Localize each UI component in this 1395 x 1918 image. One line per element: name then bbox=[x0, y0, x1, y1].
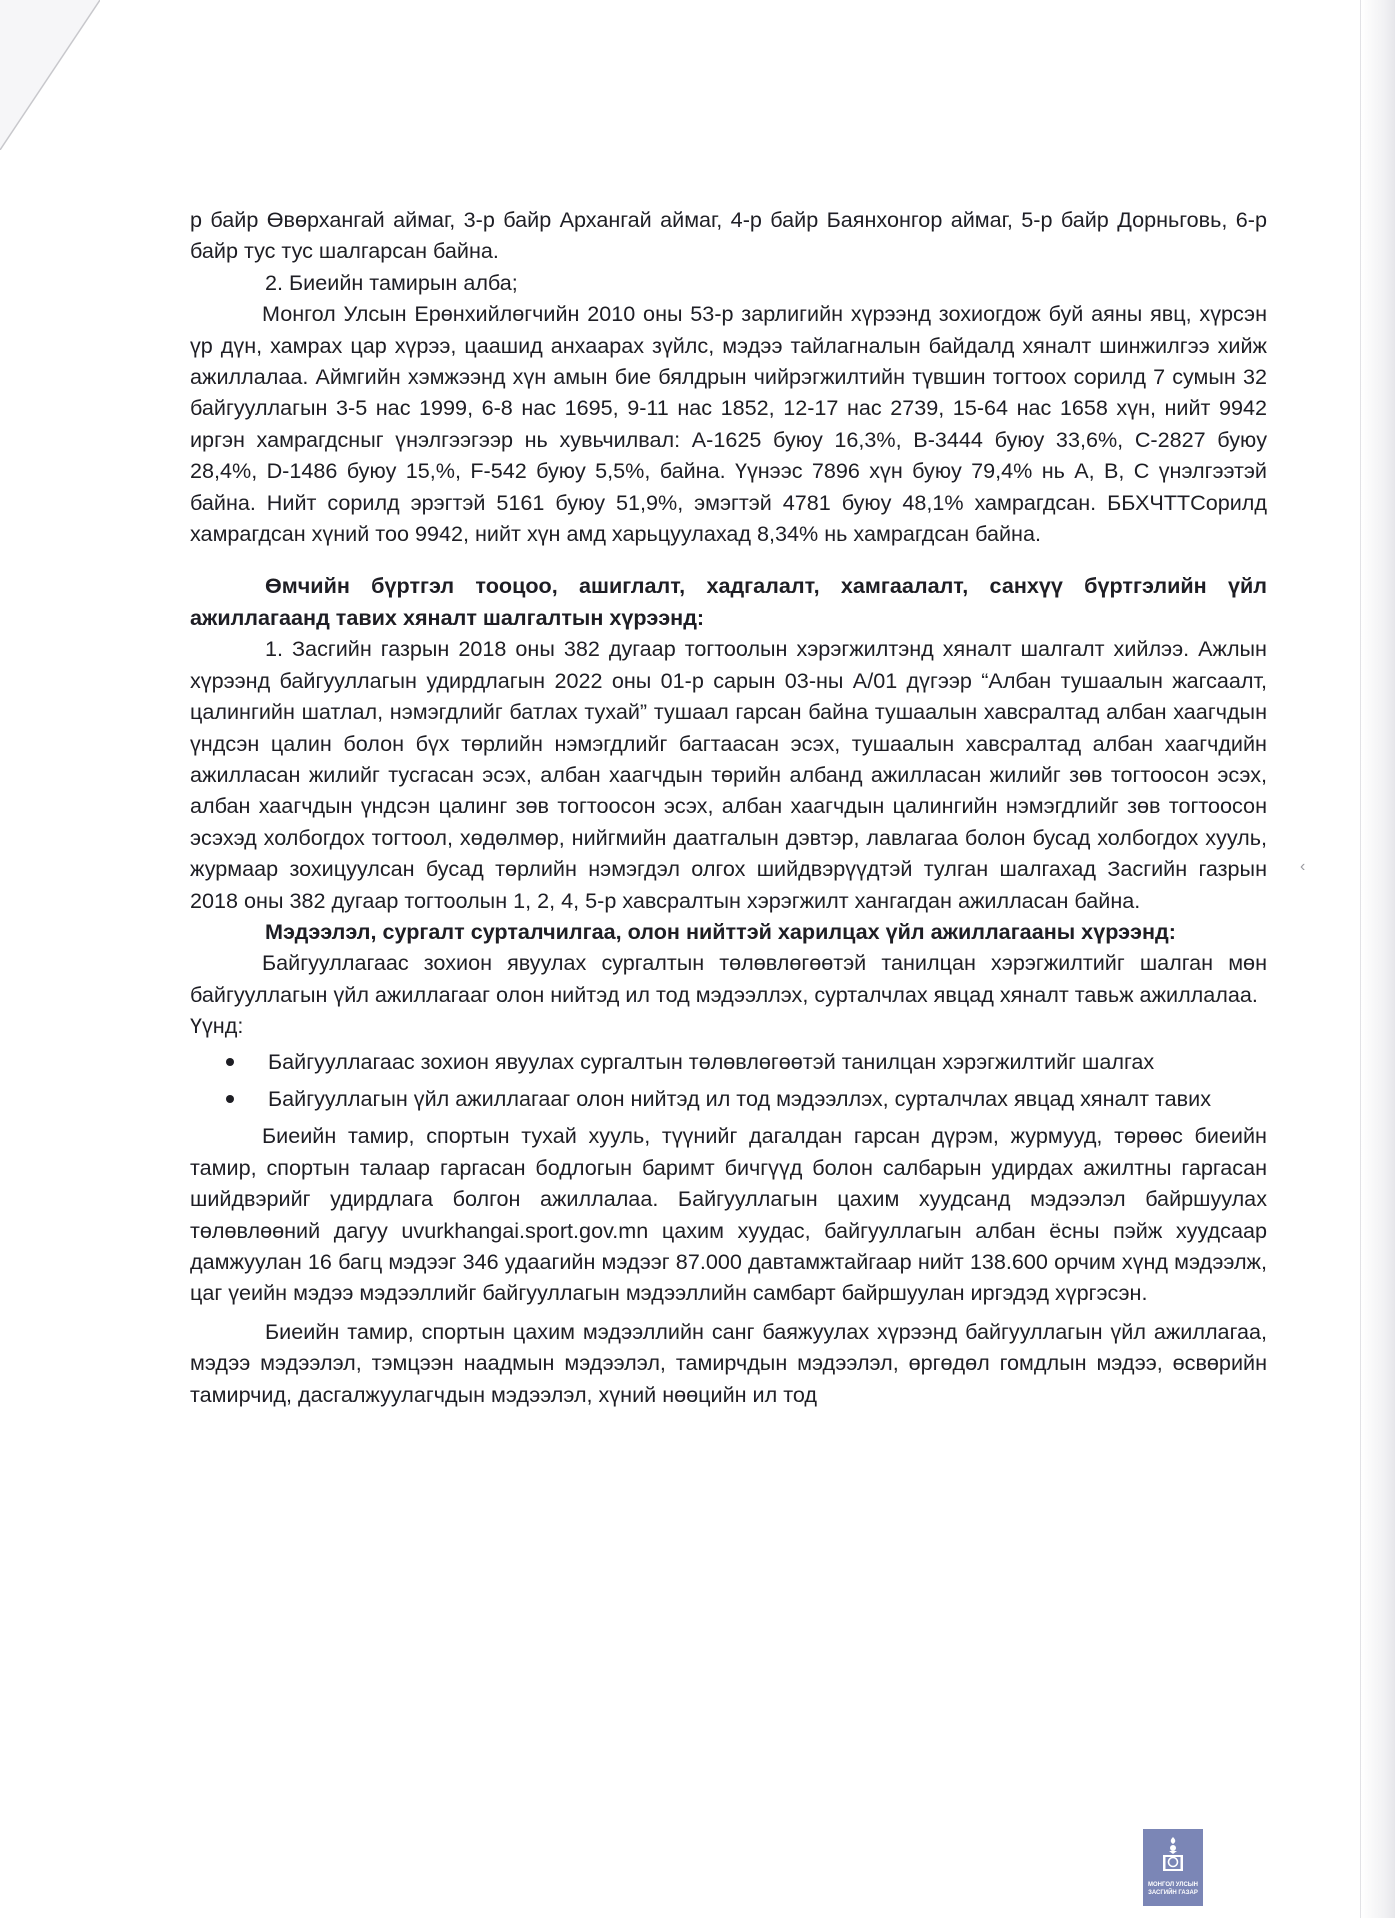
bullet-icon bbox=[226, 1095, 234, 1103]
bullet-list bbox=[190, 1046, 1267, 1115]
page-edge-shadow bbox=[1361, 0, 1395, 1918]
list-item-text: Байгууллагаас зохион явуулах сургалтын төлөвлөгөөтэй танилцан хэрэгжилтийг шалгах bbox=[268, 1048, 1155, 1074]
bullet-icon bbox=[226, 1058, 234, 1066]
list-item bbox=[190, 1046, 1267, 1077]
soyombo-emblem-icon bbox=[1160, 1836, 1186, 1874]
paragraph-database: Биеийн тамир, спортын цахим мэдээллийн санг баяжуулах хүрээнд байгууллагын үйл ажиллагаа, мэдээ мэдээлэл, тэмцээн наадмын мэдээлэл, тамирчдын мэдээлэл, өргөдөл гомдлын мэдээ, өсвөрийн тамирчид, дасгалжуулагчдын мэдээлэл, хүний нөөцийн ил тод bbox=[190, 1318, 1267, 1407]
list-item-text: Байгууллагын үйл ажиллагааг олон нийтэд ил тод мэдээллэх, сурталчлах явцад хяналт тавих bbox=[268, 1085, 1212, 1111]
paragraph-media: Биеийн тамир, спортын тухай хууль, түүнийг дагалдан гарсан дүрэм, журмууд, төрөөс биеийн тамир, спортын талаар гаргасан бодлогын баримт бичгүүд болон салбарын удирдах ажилтны гаргасан шийдвэрийг удирдлага болгон ажиллалаа. Байгууллагын цахим хуудсанд мэдээлэл байршуулах төлөвлөөний дагуу uvurkhangai.sport.gov.mn цахим хуудас, байгууллагын албан ёсны пэйж хуудсаар дамжуулан 16 багц мэдээг 346 удаагийн мэдээг 87.000 давтамжтайгаар нийт 138.600 орчим хүнд мэдээлж, цаг үеийн мэдээ мэдээллийг байгууллагын мэдээллийн самбарт байршуулан иргэдэд хүргэсэн. bbox=[190, 1123, 1267, 1306]
list-item bbox=[190, 1083, 1267, 1114]
section-heading-information: Мэдээлэл, сургалт сурталчилгаа, олон нийттэй харилцах үйл ажиллагааны хүрээнд: bbox=[265, 918, 1176, 944]
document-body bbox=[190, 204, 1267, 1410]
section-heading-sports: 2. Биеийн тамирын алба; bbox=[265, 269, 518, 295]
folded-corner bbox=[0, 0, 100, 150]
seal-line-1: МОНГОЛ УЛСЫН bbox=[1148, 1882, 1198, 1888]
paragraph-training: Байгууллагаас зохион явуулах сургалтын төлөвлөгөөтэй танилцан хэрэгжилтийг шалган мөн байгууллагын үйл ажиллагааг олон нийтэд ил тод мэдээллэх, сурталчлах явцад хяналт тавьж ажиллалаа. bbox=[190, 950, 1267, 1007]
section-heading-property: Өмчийн бүртгэл тооцоо, ашиглалт, хадгалалт, хамгаалалт, санхүү бүртгэлийн үйл ажиллагаанд тавих хяналт шалгалтын хүрээнд: bbox=[190, 573, 1267, 630]
margin-mark: ‹ bbox=[1300, 858, 1306, 875]
paragraph-salary-check: 1. Засгийн газрын 2018 оны 382 дугаар тогтоолын хэрэгжилтэнд хяналт шалгалт хийлээ. Ажлын хүрээнд байгууллагын удирдлагын 2022 оны 01-р сарын 03-ны А/01 дүгээр “Албан тушаалын жагсаалт, цалингийн шатлал, нэмэгдлийг батлах тухай” тушаал гарсан байна тушаалын хавсралтад албан хаагчдын үндсэн цалин болон бүх төрлийн нэмэгдлийг багтаасан эсэх, тушаалын хавсралтад албан хаагчдийн ажилласан жилийг тусгасан эсэх, албан хаагчдын төрийн албанд ажилласан жилийг зөв тогтоосон эсэх, албан хаагчдын үндсэн цалинг зөв тогтоосон эсэх, албан хаагчдын цалингийн нэмэгдлийг зөв тогтоосон эсэхэд холбогдох тогтоол, хөдөлмөр, нийгмийн даатгалын дэвтэр, лавлагаа болон бусад холбогдох хууль, журмаар зохицуулсан бусад төрлийн нэмэгдэл олгох шийдвэрүүдтэй тулган шалгахад Засгийн газрын 2018 оны 382 дугаар тогтоолын 1, 2, 4, 5-р хавсралтын хэрэгжилт хангагдан ажилласан байна. bbox=[190, 636, 1267, 913]
paragraph-continuation: р байр Өвөрхангай аймаг, 3-р байр Архангай аймаг, 4-р байр Баянхонгор аймаг, 5-р байр Дорньговь, 6-р байр тус тус шалгарсан байна. bbox=[190, 207, 1267, 264]
paragraph-fitness-test: Монгол Улсын Ерөнхийлөгчийн 2010 оны 53-р зарлигийн хүрээнд зохиогдож буй аяны явц, хүрсэн үр дүн, хамрах цар хүрээ, цаашид анхаарах зүйлс, мэдээ тайлагналын байдалд хяналт шинжилгээ хийж ажиллалаа. Аймгийн хэмжээнд хүн амын бие бялдрын чийрэгжилтийн түвшин тогтоох сорилд 7 сумын 32 байгууллагын 3-5 нас 1999, 6-8 нас 1695, 9-11 нас 1852, 12-17 нас 2739, 15-64 нас 1658 хүн, нийт 9942 иргэн хамрагдсныг үнэлгээгээр нь хувьчилвал: A-1625 буюу 16,3%, B-3444 буюу 33,6%, C-2827 буюу 28,4%, D-1486 буюу 15,%, F-542 буюу 5,5%, байна. Үүнээс 7896 хүн буюу 79,4% нь A, B, C үнэлгээтэй байна. Нийт сорилд эрэгтэй 5161 буюу 51,9%, эмэгтэй 4781 буюу 48,1% хамрагдсан. ББХЧТТСорилд хамрагдсан хүний тоо 9942, нийт хүн амд харьцуулахад 8,34% нь хамрагдсан байна. bbox=[190, 301, 1267, 547]
seal-line-2: ЗАСГИЙН ГАЗАР bbox=[1148, 1890, 1198, 1896]
list-intro: Үүнд: bbox=[190, 1013, 244, 1039]
government-seal-logo bbox=[1143, 1829, 1203, 1906]
